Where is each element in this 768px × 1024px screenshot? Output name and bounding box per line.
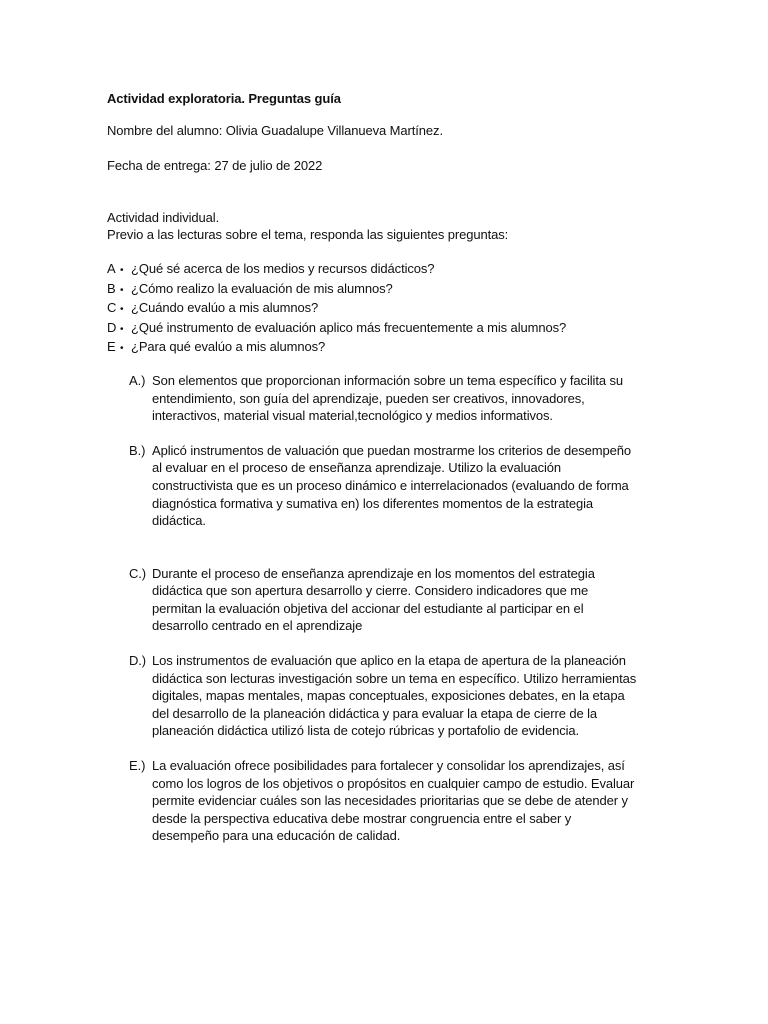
question-letter: A bbox=[107, 260, 116, 276]
delivery-date-line: Fecha de entrega: 27 de julio de 2022 bbox=[107, 158, 323, 174]
answer-text: Son elementos que proporcionan información sobre un tema específico y facilita su entendimiento, son guía del aprendizaje, pueden ser creativos, innovadores, interactivos, material visual material,tecnológico y medios informativos. bbox=[152, 372, 624, 424]
bullet-icon: • bbox=[120, 323, 124, 335]
questions-list bbox=[107, 260, 667, 358]
answer-item-e bbox=[129, 757, 639, 845]
question-item-a bbox=[107, 260, 667, 280]
question-letter: D bbox=[107, 319, 117, 335]
bullet-icon: • bbox=[120, 343, 124, 355]
answer-marker: B.) bbox=[129, 442, 146, 458]
document-body bbox=[107, 90, 667, 845]
intro-line-2: Previo a las lecturas sobre el tema, responda las siguientes preguntas: bbox=[107, 227, 509, 243]
question-item-c bbox=[107, 299, 667, 319]
answer-item-a bbox=[129, 372, 639, 425]
answers-list bbox=[107, 372, 667, 845]
question-item-b bbox=[107, 280, 667, 300]
answer-marker: A.) bbox=[129, 372, 146, 388]
answer-marker: C.) bbox=[129, 565, 147, 581]
answer-text: Los instrumentos de evaluación que aplico en la etapa de apertura de la planeación didáctica son lecturas investigación sobre un tema en específico. Utilizo herramientas digitales, mapas mentales, mapas conceptuales, exposiciones debates, en la etapa del desarrollo de la planeación didáctica y para evaluar la etapa de cierre de la planeación didáctica utilizó lista de cotejo rúbricas y portafolio de evidencia. bbox=[152, 653, 637, 739]
answer-item-b bbox=[129, 442, 639, 530]
answer-marker: D.) bbox=[129, 653, 147, 669]
bullet-icon: • bbox=[120, 284, 124, 296]
intro-line-1: Actividad individual. bbox=[107, 209, 220, 225]
question-letter: E bbox=[107, 339, 116, 355]
bullet-icon: • bbox=[120, 304, 124, 316]
answer-text: La evaluación ofrece posibilidades para fortalecer y consolidar los aprendizajes, así como los logros de los objetivos o propósitos en cualquier campo de estudio. Evaluar permite evidenciar cuáles son las necesidades prioritarias que se debe de atender y desde la perspectiva educativa debe mostrar congruencia entre el saber y desempeño para una educación de calidad. bbox=[152, 758, 635, 844]
student-name-line: Nombre del alumno: Olivia Guadalupe Villanueva Martínez. bbox=[107, 122, 443, 138]
answer-item-c bbox=[129, 565, 639, 635]
question-text: ¿Cómo realizo la evaluación de mis alumnos? bbox=[131, 280, 393, 296]
question-item-d bbox=[107, 319, 667, 339]
bullet-icon: • bbox=[120, 264, 124, 276]
document-title: Actividad exploratoria. Preguntas guía bbox=[107, 91, 341, 106]
question-text: ¿Qué instrumento de evaluación aplico más frecuentemente a mis alumnos? bbox=[131, 319, 567, 335]
question-text: ¿Para qué evalúo a mis alumnos? bbox=[131, 339, 326, 355]
answer-marker: E.) bbox=[129, 758, 146, 774]
answer-text: Aplicó instrumentos de valuación que puedan mostrarme los criterios de desempeño al evaluar en el proceso de enseñanza aprendizaje. Utilizo la evaluación constructivista que es un proceso dinámico e interrelacionados (evaluando de forma diagnóstica formativa y sumativa en) los diferentes momentos de la estrategia didáctica. bbox=[152, 442, 632, 529]
answer-item-d bbox=[129, 652, 639, 740]
question-letter: C bbox=[107, 300, 117, 316]
question-letter: B bbox=[107, 280, 116, 296]
answer-text: Durante el proceso de enseñanza aprendizaje en los momentos del estrategia didáctica que son apertura desarrollo y cierre. Considero indicadores que me permitan la evaluación objetiva del accionar del estudiante al participar en el desarrollo centrado en el aprendizaje bbox=[152, 565, 595, 634]
question-text: ¿Cuándo evalúo a mis alumnos? bbox=[131, 300, 319, 316]
question-item-e bbox=[107, 338, 667, 358]
question-text: ¿Qué sé acerca de los medios y recursos didácticos? bbox=[131, 260, 435, 276]
